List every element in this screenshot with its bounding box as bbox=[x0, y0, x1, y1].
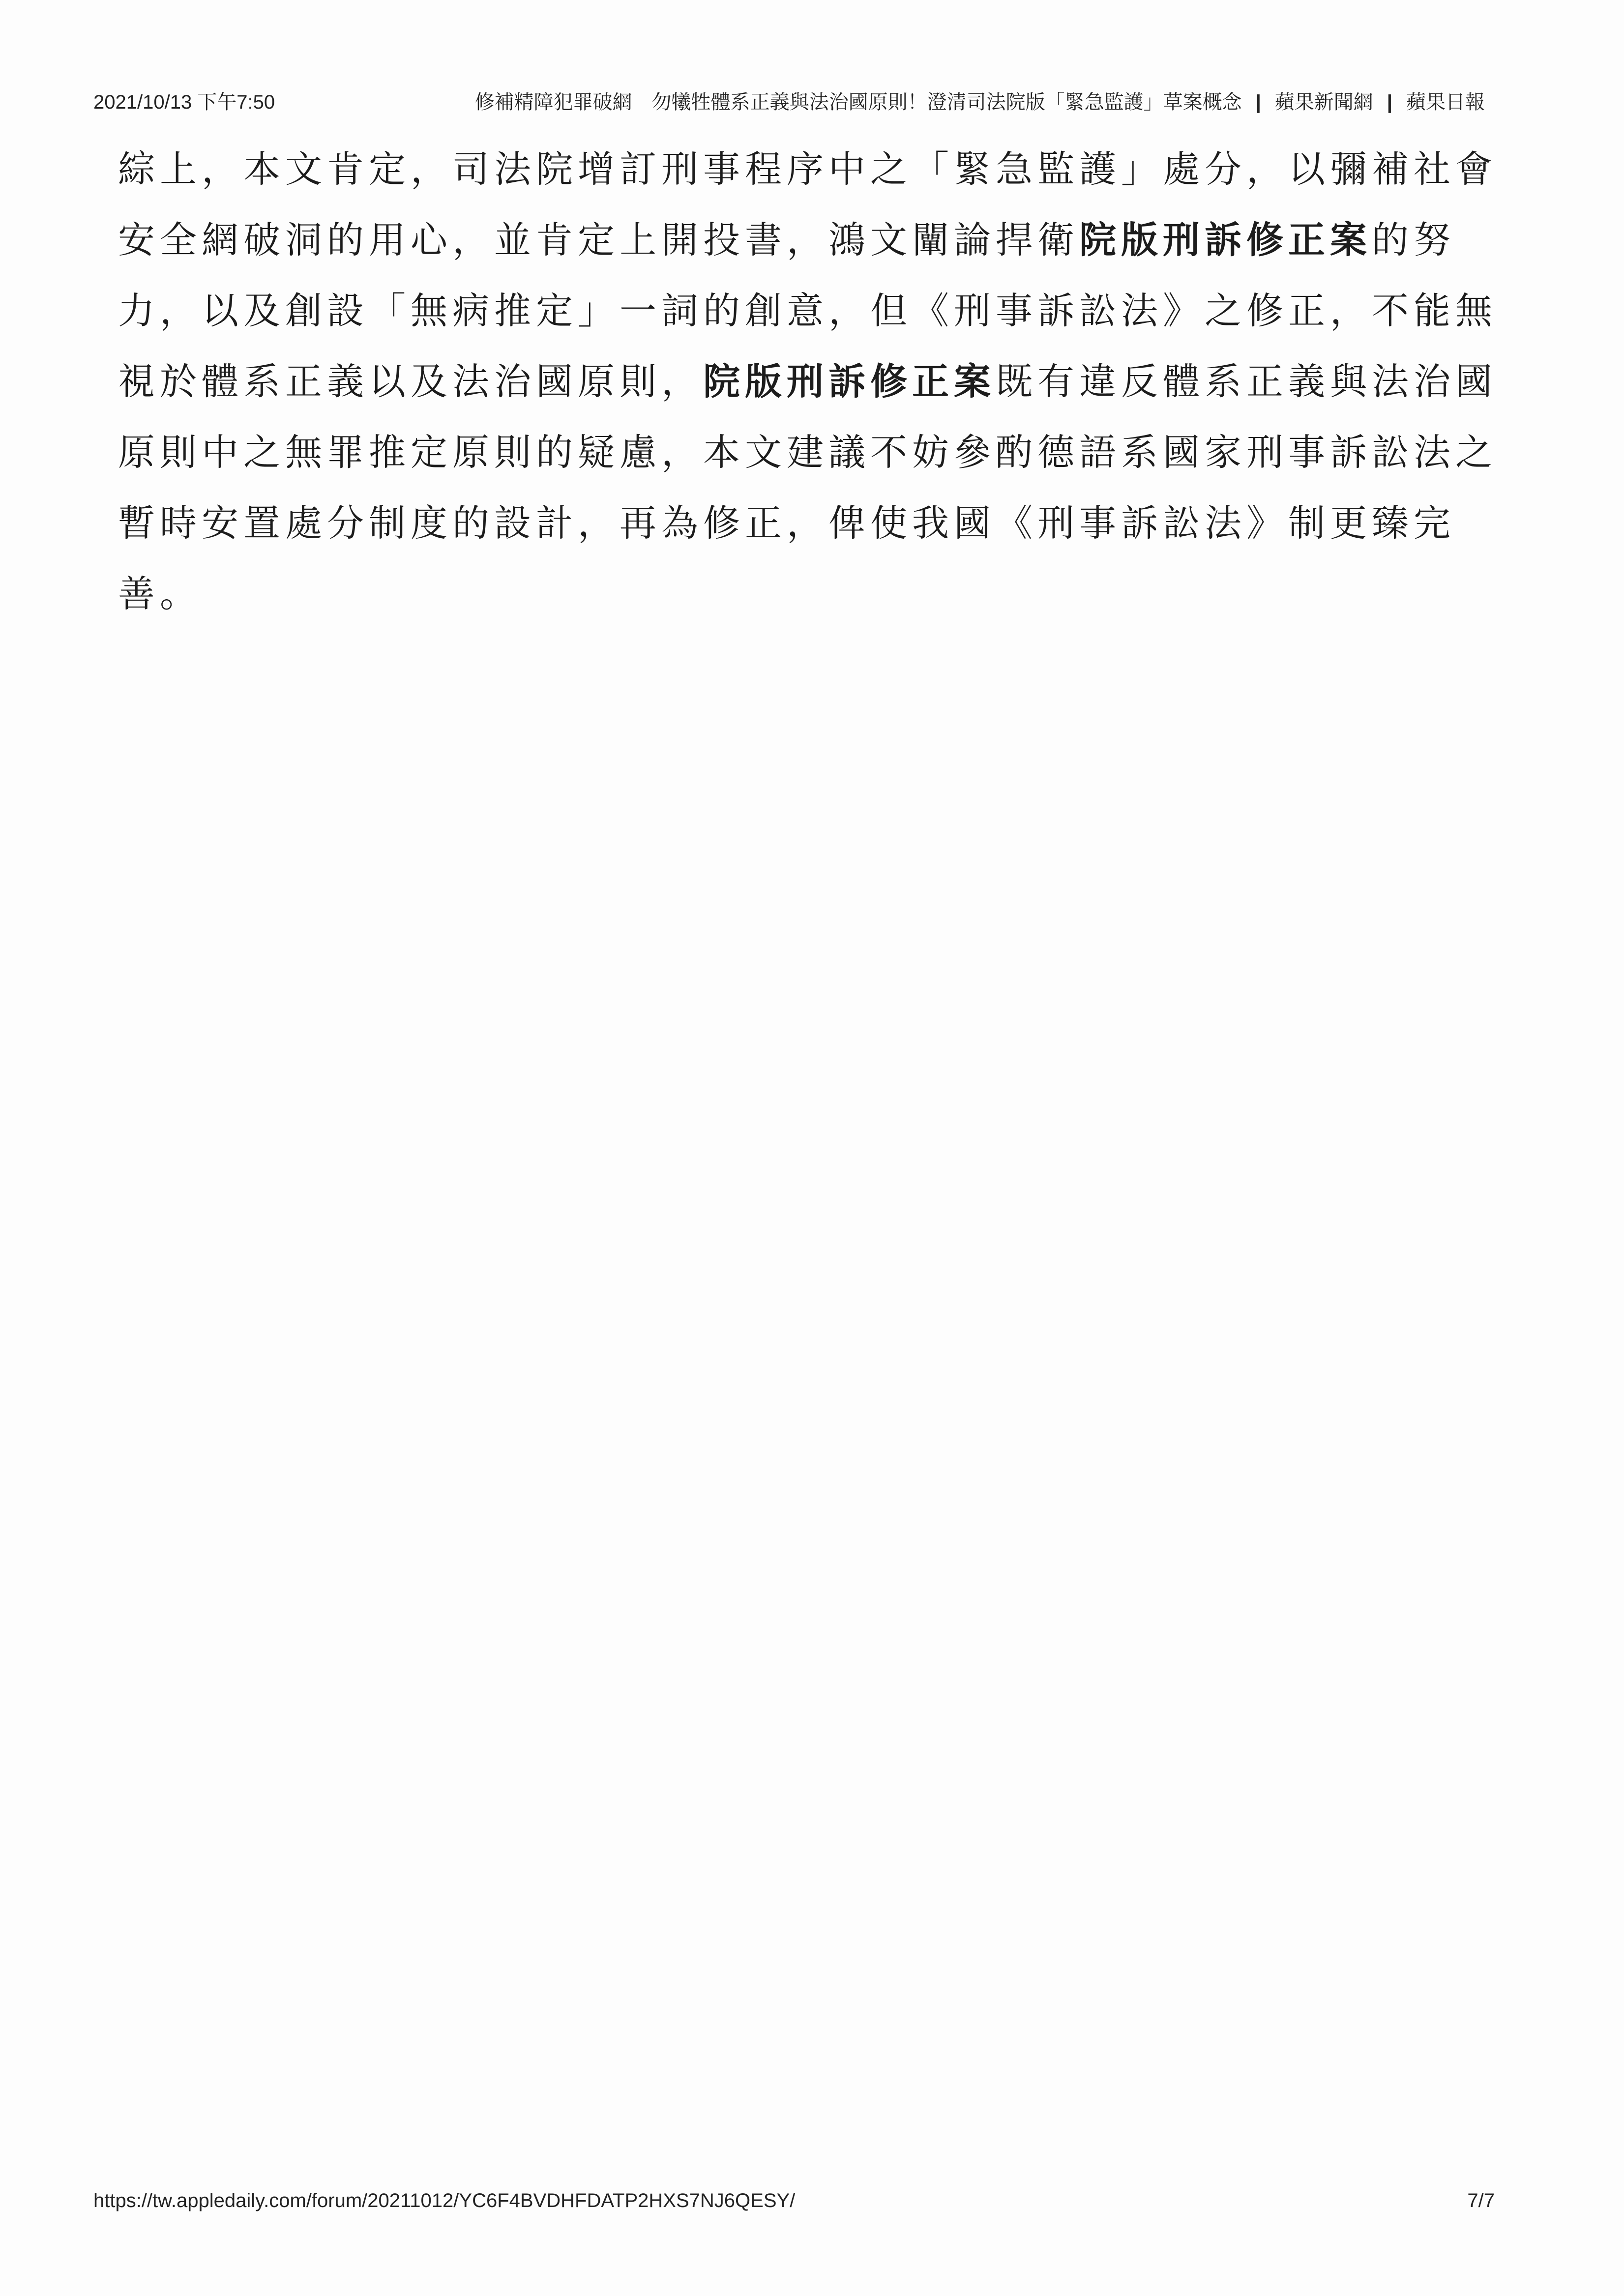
text-segment: 安全網破洞的用心，並肯定上開投書，鴻文闡論捍衛 bbox=[118, 218, 1080, 262]
header-title-line bbox=[475, 87, 1485, 117]
article-line bbox=[118, 204, 1495, 275]
print-header bbox=[93, 87, 1485, 117]
article-line bbox=[118, 417, 1498, 488]
article-line bbox=[118, 558, 1495, 629]
text-segment: 的努 bbox=[1372, 218, 1456, 262]
page-number: 7/7 bbox=[1467, 2190, 1495, 2211]
print-footer bbox=[93, 2186, 1495, 2215]
text-segment: 善。 bbox=[118, 572, 202, 615]
page-url: https://tw.appledaily.com/forum/20211012/YC6F4BVDHFDATP2HXS7NJ6QESY/ bbox=[93, 2190, 796, 2211]
header-separator: | bbox=[1387, 91, 1392, 113]
text-segment: 既有違反體系正義與法治國 bbox=[996, 360, 1498, 403]
publication-name: 蘋果日報 bbox=[1406, 91, 1485, 113]
article-title: 修補精障犯罪破網 勿犧牲體系正義與法治國原則！澄清司法院版「緊急監護」草案概念 bbox=[474, 91, 1242, 113]
text-segment: 力，以及創設「無病推定」一詞的創意，但《刑事訴訟法》之修正，不能無 bbox=[118, 289, 1498, 332]
article-body bbox=[118, 134, 1498, 629]
article-line bbox=[118, 488, 1495, 558]
article-line bbox=[118, 134, 1498, 204]
text-segment: 原則中之無罪推定原則的疑慮，本文建議不妨參酌德語系國家刑事訴訟法之 bbox=[118, 431, 1498, 474]
bold-phrase: 院版刑訴修正案 bbox=[1079, 218, 1372, 262]
article-line bbox=[118, 346, 1498, 417]
text-segment: 視於體系正義以及法治國原則， bbox=[118, 360, 704, 403]
header-separator: | bbox=[1255, 91, 1261, 113]
print-timestamp: 2021/10/13 下午7:50 bbox=[93, 91, 275, 113]
article-line bbox=[118, 275, 1498, 346]
site-name: 蘋果新聞網 bbox=[1274, 91, 1373, 113]
bold-phrase: 院版刑訴修正案 bbox=[703, 360, 996, 403]
text-segment: 綜上，本文肯定，司法院增訂刑事程序中之「緊急監護」處分，以彌補社會 bbox=[118, 147, 1498, 191]
text-segment: 暫時安置處分制度的設計，再為修正，俾使我國《刑事訴訟法》制更臻完 bbox=[118, 501, 1456, 545]
